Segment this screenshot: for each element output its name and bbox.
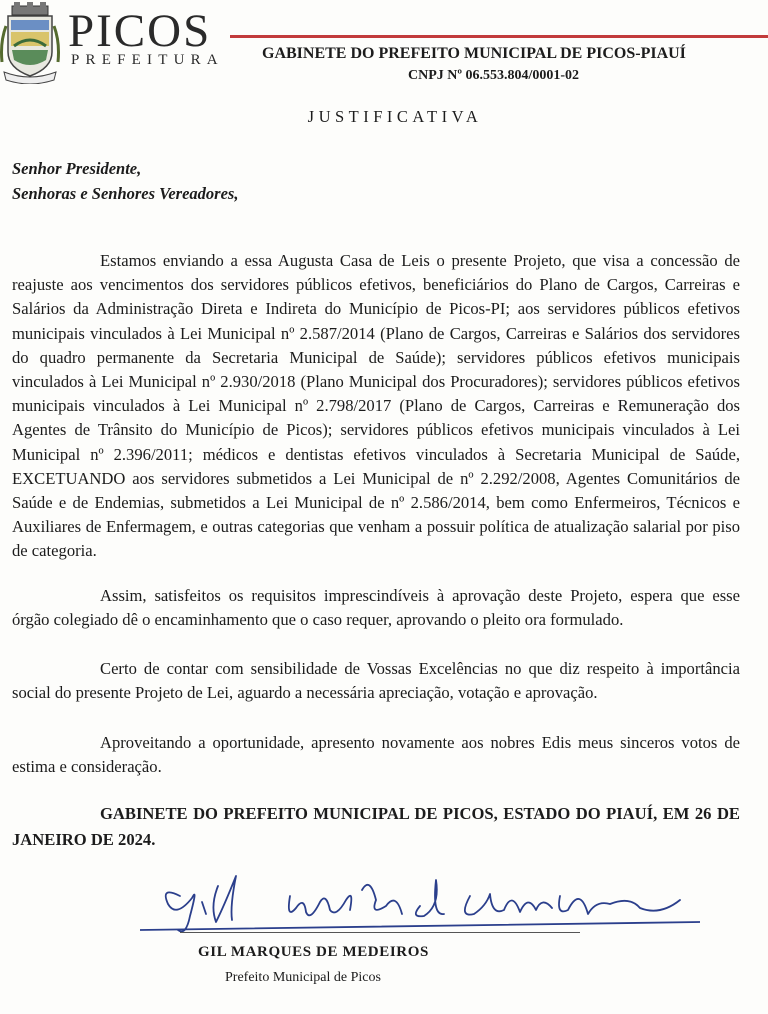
signer-name: GIL MARQUES DE MEDEIROS bbox=[198, 944, 429, 960]
cnpj: CNPJ Nº 06.553.804/0001-02 bbox=[408, 68, 580, 83]
signature-line bbox=[180, 932, 580, 933]
logo-wordmark: PICOS bbox=[68, 5, 212, 57]
header-divider bbox=[230, 35, 768, 38]
body-paragraph: Estamos enviando a essa Augusta Casa de Leis o presente Projeto, que visa a concessão de reajuste aos vencimentos dos servidores públicos efetivos, beneficiários do Plano de Cargos, Carreiras e Salários da Administração Direta e Indireta do Município de Picos-PI; aos servidores públicos efetivos municipais vinculados à Lei Municipal nº 2.587/2014 (Plano de Cargos, Carreiras e Salários dos servidores do quadro permanente da Secretaria Municipal de Saúde); servidores públicos efetivos municipais vinculados à Lei Municipal nº 2.930/2018 (Plano Municipal dos Procuradores); servidores públicos efetivos municipais vinculados à Lei Municipal nº 2.798/2017 (Plano de Cargos, Carreiras e Remuneração dos Agentes de Trânsito do Município de Picos); servidores públicos efetivos municipais vinculados à Lei Municipal nº 2.396/2011; médicos e dentistas efetivos vinculados à Secretaria Municipal de Saúde, EXCETUANDO aos servidores submetidos a Lei Municipal de nº 2.292/2008, Agentes Comunitários de Saúde e de Endemias, submetidos a Lei Municipal de nº 2.586/2014, bem como Enfermeiros, Técnicos e Auxiliares de Enfermagem, e outras categorias que venham a possuir política de atualização salarial por piso de categoria. bbox=[12, 251, 740, 561]
body-paragraph: Assim, satisfeitos os requisitos imprescindíveis à aprovação deste Projeto, espera que esse órgão colegiado dê o encaminhamento que o caso requer, aprovando o pleito ora formulado. bbox=[12, 586, 740, 630]
body-paragraph: Certo de contar com sensibilidade de Vossas Excelências no que diz respeito à importância social do presente Projeto de Lei, aguardo a necessária apreciação, votação e aprovação. bbox=[12, 659, 740, 703]
salutation-line: Senhor Presidente, bbox=[12, 159, 142, 178]
logo-subtitle: PREFEITURA bbox=[71, 52, 224, 68]
salutation-line: Senhoras e Senhores Vereadores, bbox=[12, 184, 239, 203]
salutation bbox=[12, 156, 238, 206]
body-paragraph: Aproveitando a oportunidade, apresento novamente aos nobres Edis meus sinceros votos de estima e consideração. bbox=[12, 733, 740, 777]
signer-role: Prefeito Municipal de Picos bbox=[225, 970, 381, 985]
closing-statement: GABINETE DO PREFEITO MUNICIPAL DE PICOS, ESTADO DO PIAUÍ, EM 26 DE JANEIRO DE 2024. bbox=[12, 804, 740, 849]
document-title: JUSTIFICATIVA bbox=[307, 107, 483, 126]
municipal-crest-icon bbox=[0, 2, 60, 84]
office-title: GABINETE DO PREFEITO MUNICIPAL DE PICOS-PIAUÍ bbox=[262, 45, 686, 62]
